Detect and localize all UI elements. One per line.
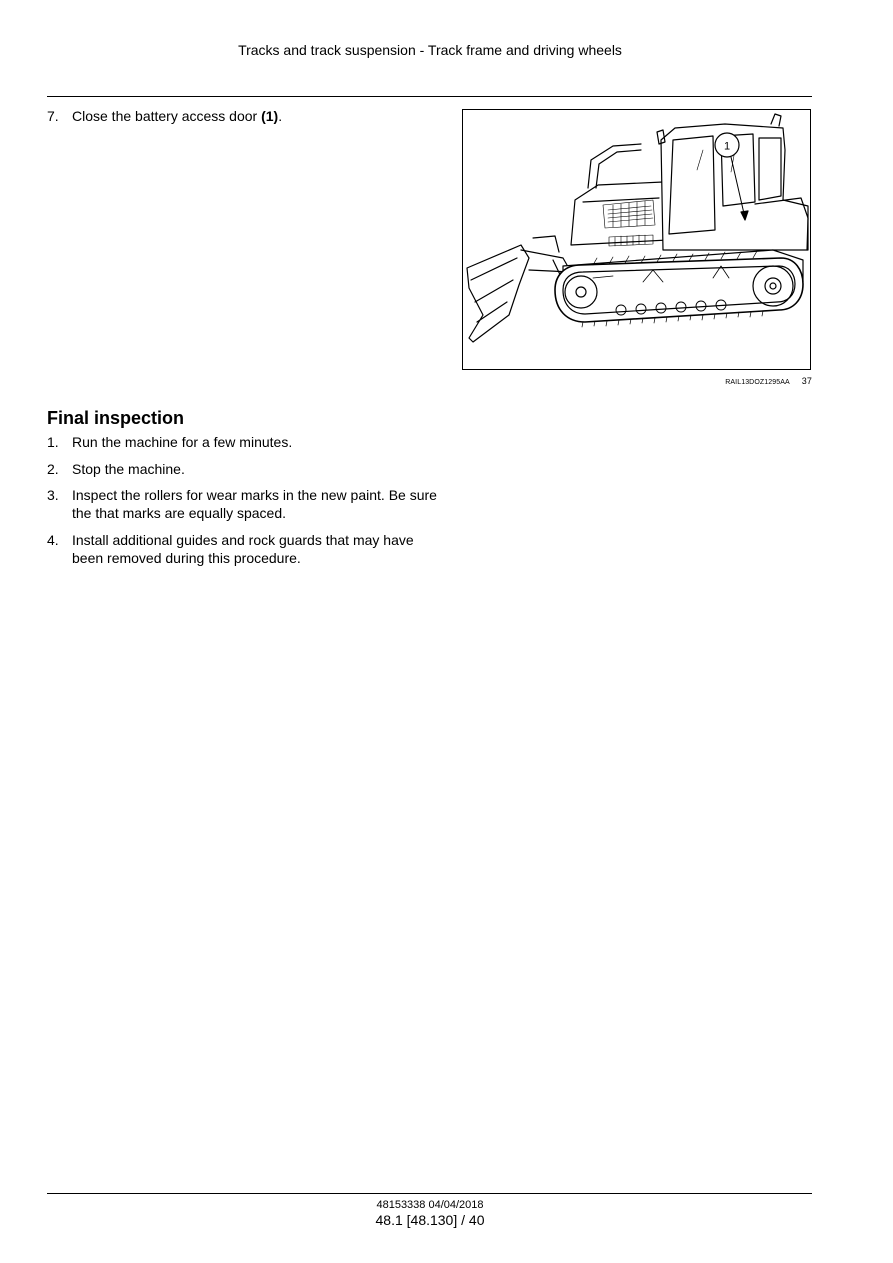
step-number: 2. [47, 460, 59, 477]
step-number: 7. [47, 108, 59, 124]
step-callout-ref: (1) [261, 108, 279, 124]
step-7 [47, 107, 437, 125]
step-text: Run the machine for a few minutes. [72, 434, 293, 450]
page-header-title: Tracks and track suspension - Track frame and driving wheels [238, 42, 622, 58]
list-item [47, 531, 437, 567]
dozer-illustration [462, 109, 811, 370]
dozer-drawing [463, 110, 810, 369]
step-number: 4. [47, 531, 59, 548]
figure-caption [600, 376, 812, 386]
list-item [47, 433, 437, 451]
step-text-end: . [278, 108, 283, 124]
step-text: Install additional guides and rock guards that may have been removed during this procedure. [72, 531, 414, 566]
header-rule [47, 96, 812, 97]
step-number: 3. [47, 487, 59, 503]
figure-number: 37 [801, 376, 812, 386]
step-text-main: Close the battery access door [72, 108, 262, 124]
step-text [72, 107, 437, 125]
footer-page-number: 48.1 [48.130] / 40 [375, 1212, 485, 1228]
list-item [47, 486, 437, 522]
footer-rule [47, 1193, 812, 1194]
step-text: Stop the machine. [72, 460, 185, 477]
section-title: Final inspection [47, 408, 185, 428]
footer-document-id: 48153338 04/04/2018 [376, 1199, 484, 1211]
final-inspection-steps [47, 433, 437, 575]
figure-code: RAIL13DOZ1295AA [725, 379, 790, 386]
step-number: 1. [47, 434, 59, 450]
list-item [47, 460, 437, 478]
step-text: Inspect the rollers for wear marks in the new paint. Be sure the that marks are equally spaced. [72, 487, 437, 521]
callout-number: 1 [723, 140, 731, 153]
